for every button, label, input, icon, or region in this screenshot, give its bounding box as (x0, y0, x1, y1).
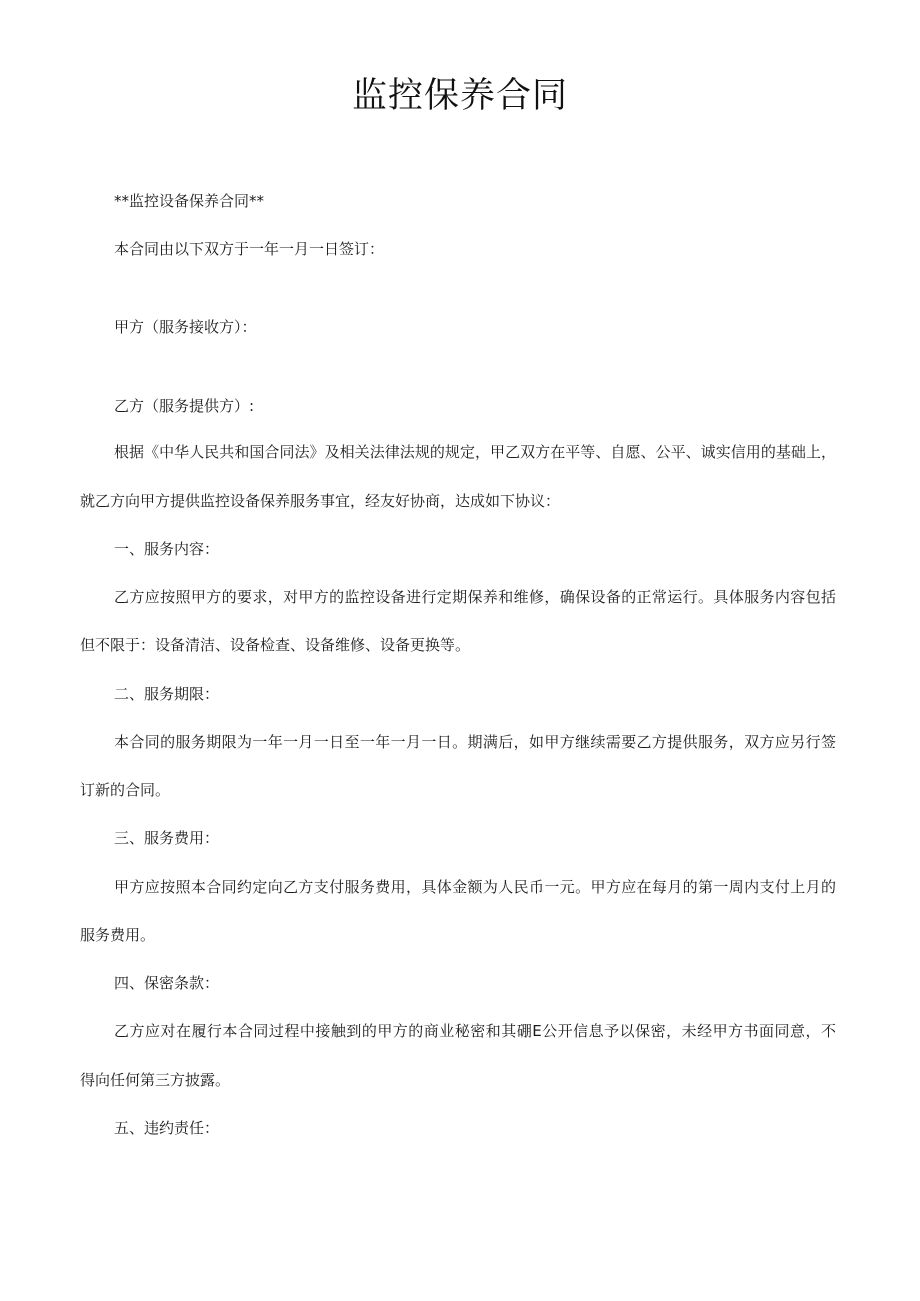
document-subtitle: **监控设备保养合同** (114, 192, 265, 210)
preamble-line-2: 就乙方向甲方提供监控设备保养服务事宜，经友好协商，达成如下协议： (80, 492, 561, 510)
document-title: 监控保养合同 (351, 76, 568, 116)
party-a-line: 甲方（服务接收方）： (114, 318, 257, 336)
section-service-content-line-2: 但不限于：设备清洁、设备检查、设备维修、设备更换等。 (80, 636, 471, 654)
section-heading-confidentiality: 四、保密条款： (114, 974, 220, 992)
preamble-line-1: 根据《中华人民共和国合同法》及相关法律法规的规定，甲乙双方在平等、自愿、公平、诚实信用的基础上， (114, 443, 836, 461)
section-heading-service-term: 二、服务期限： (114, 685, 220, 703)
section-confidentiality-line-2: 得向任何第三方披露。 (80, 1071, 231, 1089)
section-confidentiality-line-1: 乙方应对在履行本合同过程中接触到的甲方的商业秘密和其硼E公开信息予以保密，未经甲方书面同意，不 (114, 1022, 836, 1040)
section-heading-breach-liability: 五、违约责任： (114, 1119, 220, 1137)
section-heading-service-fee: 三、服务费用： (114, 829, 220, 847)
section-service-fee-line-1: 甲方应按照本合同约定向乙方支付服务费用，具体金额为人民币一元。甲方应在每月的第一周内支付上月的 (114, 878, 836, 896)
party-b-line: 乙方（服务提供方）: (114, 397, 255, 415)
section-service-content-line-1: 乙方应按照甲方的要求，对甲方的监控设备进行定期保养和维修，确保设备的正常运行。具体服务内容包括 (114, 588, 836, 606)
intro-paragraph: 本合同由以下双方于一年一月一日签订： (114, 240, 385, 258)
section-service-fee-line-2: 服务费用。 (80, 926, 156, 944)
section-heading-service-content: 一、服务内容： (114, 540, 220, 558)
section-service-term-line-2: 订新的合同。 (80, 781, 171, 799)
section-service-term-line-1: 本合同的服务期限为一年一月一日至一年一月一日。期满后，如甲方继续需要乙方提供服务，双方应另行签 (114, 733, 836, 751)
